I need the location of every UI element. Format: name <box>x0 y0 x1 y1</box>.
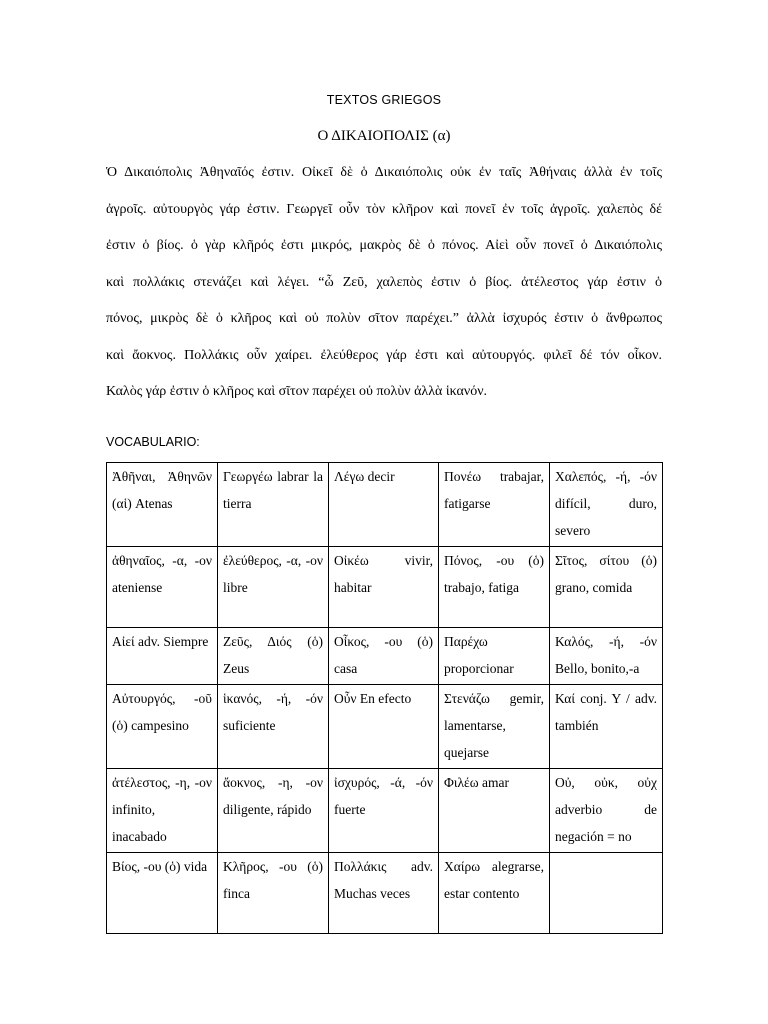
passage-line: ἀγροῖς. αὐτουργὸς γάρ ἐστιν. Γεωργεῖ οὖν τὸν κλῆρον καὶ πονεῖ ἐν τοῖς ἀγροῖς. χαλεπὸς δέ <box>106 201 662 217</box>
passage-line: Ὁ Δικαιόπολις Ἀθηναῖός ἐστιν. Οἰκεῖ δὲ ὁ Δικαιόπολις οὐκ ἐν ταῖς Ἀθήναις ἀλλὰ ἐν τοῖς <box>106 165 662 180</box>
vocab-row <box>107 769 663 853</box>
vocab-cell: Ἀθῆναι, Ἀθηνῶν (αἱ) Atenas <box>107 463 218 547</box>
vocab-cell: Οὖν En efecto <box>329 685 439 769</box>
vocab-cell: Σῖτος, σίτου (ὁ) grano, comida <box>550 547 663 628</box>
vocab-cell: Ζεῦς, Διός (ὁ) Zeus <box>218 628 329 685</box>
passage-line: ἐστιν ὁ βίος. ὁ γὰρ κλῆρός ἐστι μικρός, μακρὸς δὲ ὁ πόνος. Αἰεὶ οὖν πονεῖ ὁ Δικαιόπολις <box>106 238 662 253</box>
passage-line: καὶ ἄοκνος. Πολλάκις οὖν χαίρει. ἐλεύθερος γάρ ἐστι καὶ αὐτουργός. φιλεῖ δέ τόν οἶκον. <box>106 347 662 363</box>
text-subtitle: Ο ΔΙΚΑΙΟΠΟΛΙΣ (α) <box>317 128 451 144</box>
vocab-cell: Αὐτουργός, -οῦ (ὁ) campesino <box>107 685 218 769</box>
passage-line: Καλὸς γάρ ἐστιν ὁ κλῆρος καὶ σῖτον παρέχει οὐ πολὺν ἀλλὰ ἱκανόν. <box>106 384 488 399</box>
greek-passage <box>106 155 662 411</box>
vocab-cell: Στενάζω gemir, lamentarse, quejarse <box>439 685 550 769</box>
vocab-cell: Λέγω decir <box>329 463 439 547</box>
vocab-row <box>107 547 663 628</box>
passage-line: πόνος, μικρὸς δὲ ὁ κλῆρος καὶ οὐ πολὺν σῖτον παρέχει.” ἀλλὰ ἰσχυρός ἐστιν ὁ ἄνθρωπος <box>106 311 662 326</box>
vocab-cell: Χαλεπός, -ή, -όν difícil, duro, severo <box>550 463 663 547</box>
vocab-cell: Πολλάκις adv. Muchas veces <box>329 853 439 934</box>
vocab-cell: ἐλεύθερος, -α, -ον libre <box>218 547 329 628</box>
vocab-row <box>107 853 663 934</box>
vocab-cell: ἱκανός, -ή, -όν suficiente <box>218 685 329 769</box>
vocab-cell: Οἶκος, -ου (ὁ) casa <box>329 628 439 685</box>
vocab-cell: ἀθηναῖος, -α, -ον ateniense <box>107 547 218 628</box>
vocabulary-heading: VOCABULARIO: <box>106 435 200 449</box>
vocab-cell: Φιλέω amar <box>439 769 550 853</box>
vocab-cell: ἀτέλεστος, -η, -ον infinito, inacabado <box>107 769 218 853</box>
vocab-cell: Οἰκέω vivir, habitar <box>329 547 439 628</box>
vocab-cell: Οὐ, οὐκ, οὐχ adverbio de negación = no <box>550 769 663 853</box>
vocab-cell <box>550 853 663 934</box>
vocab-row <box>107 685 663 769</box>
vocab-cell: ἰσχυρός, -ά, -όν fuerte <box>329 769 439 853</box>
vocab-cell: Γεωργέω labrar la tierra <box>218 463 329 547</box>
vocab-cell: ἄοκνος, -η, -ον diligente, rápido <box>218 769 329 853</box>
vocab-cell: Χαίρω alegrarse, estar contento <box>439 853 550 934</box>
vocab-cell: Αἰεί adv. Siempre <box>107 628 218 685</box>
vocabulary-table <box>106 462 663 934</box>
vocab-cell: Πόνος, -ου (ὁ) trabajo, fatiga <box>439 547 550 628</box>
passage-line: καὶ πολλάκις στενάζει καὶ λέγει. “ὦ Ζεῦ, χαλεπὸς ἐστιν ὁ βίος. ἀτέλεστος γάρ ἐστιν ὁ <box>106 274 662 290</box>
vocab-cell: Κλῆρος, -ου (ὁ) finca <box>218 853 329 934</box>
vocab-cell: Παρέχω proporcionar <box>439 628 550 685</box>
vocab-row <box>107 628 663 685</box>
vocab-cell: Βίος, -ου (ὁ) vida <box>107 853 218 934</box>
vocab-cell: Πονέω trabajar, fatigarse <box>439 463 550 547</box>
vocab-row <box>107 463 663 547</box>
vocab-cell: Καλός, -ή, -όν Bello, bonito,-a <box>550 628 663 685</box>
vocab-cell: Καί conj. Y / adv. también <box>550 685 663 769</box>
document-title: TEXTOS GRIEGOS <box>326 93 442 107</box>
